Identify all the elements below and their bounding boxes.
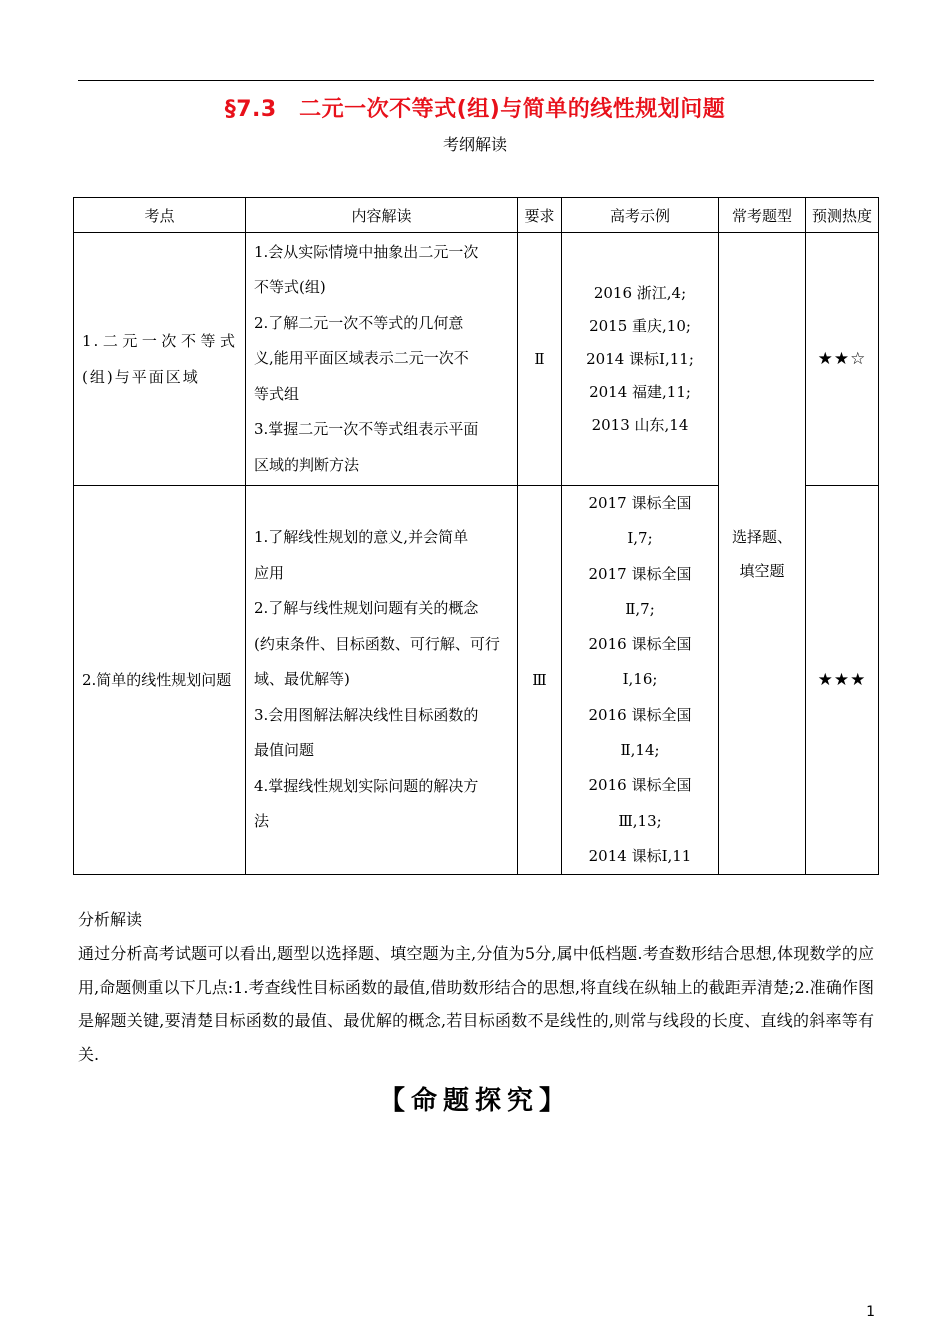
example-line: Ⅱ,7; <box>625 599 655 618</box>
header-requirement: 要求 <box>518 198 562 233</box>
header-question-type: 常考题型 <box>719 198 806 233</box>
example-line: 2013 山东,14 <box>591 415 689 434</box>
heat-rating: ★★☆ <box>806 233 879 486</box>
example-line: 2014 福建,11; <box>589 382 691 401</box>
analysis-heading: 分析解读 <box>78 910 143 929</box>
example-line: 2017 课标全国 <box>588 564 692 583</box>
header-content: 内容解读 <box>246 198 518 233</box>
content-line: 域、最优解等) <box>254 670 350 689</box>
question-type-cell <box>719 233 806 875</box>
content-line: 最值问题 <box>254 741 315 760</box>
content-cell <box>246 233 518 486</box>
example-line: Ⅰ,16; <box>622 670 658 689</box>
content-line: 4.掌握线性规划实际问题的解决方 <box>254 776 479 795</box>
page-subtitle: 考纲解读 <box>442 135 507 154</box>
example-line: 2014 课标Ⅰ,11 <box>588 846 692 865</box>
content-line: 1.了解线性规划的意义,并会简单 <box>254 528 469 547</box>
example-line: Ⅰ,7; <box>627 529 653 548</box>
page-title: §7.3 二元一次不等式(组)与简单的线性规划问题 <box>224 97 726 122</box>
content-line: 2.了解二元一次不等式的几何意 <box>254 313 464 332</box>
content-line: 法 <box>254 812 270 831</box>
content-line: 应用 <box>254 563 285 582</box>
content-cell <box>246 486 518 875</box>
example-line: 2016 课标全国 <box>588 776 692 795</box>
content-line: 义,能用平面区域表示二元一次不 <box>254 349 469 368</box>
content-line: (约束条件、目标函数、可行解、可行 <box>254 634 500 653</box>
header-examples: 高考示例 <box>562 198 719 233</box>
content-line: 不等式(组) <box>254 278 326 297</box>
content-line: 区域的判断方法 <box>254 455 360 474</box>
question-type-line: 选择题、 <box>731 527 792 546</box>
table-header-row <box>74 198 879 233</box>
example-line: 2016 浙江,4; <box>593 283 687 302</box>
example-line: 2014 课标Ⅰ,11; <box>586 349 694 368</box>
syllabus-table <box>73 197 879 875</box>
example-line: 2016 课标全国 <box>588 635 692 654</box>
content-line: 1.会从实际情境中抽象出二元一次 <box>254 242 479 261</box>
header-topic: 考点 <box>74 198 246 233</box>
section-banner: 【命题探究】 <box>378 1086 571 1116</box>
header-heat: 预测热度 <box>806 198 879 233</box>
content-line: 3.掌握二元一次不等式组表示平面 <box>254 420 479 439</box>
content-line: 3.会用图解法解决线性目标函数的 <box>254 705 479 724</box>
heat-rating: ★★★ <box>806 486 879 875</box>
examples-cell <box>562 486 719 875</box>
analysis-paragraph: 通过分析高考试题可以看出,题型以选择题、填空题为主,分值为5分,属中低档题.考查数形结合思想,体现数学的应用,命题侧重以下几点:1.考查线性目标函数的最值,借助数形结合的思想,将直线在纵轴上的截距弄清楚;2.准确作图是解题关键,要清楚目标函数的最值、最优解的概念,若目标函数不是线性的,则常与线段的长度、直线的斜率等有关. <box>78 944 874 1064</box>
page-number: 1 <box>866 1304 875 1320</box>
example-line: Ⅱ,14; <box>620 741 660 760</box>
requirement-cell: Ⅱ <box>518 233 562 486</box>
topic-cell: 1.二元一次不等式(组)与平面区域 <box>74 233 246 486</box>
example-line: Ⅲ,13; <box>618 811 662 830</box>
example-line: 2015 重庆,10; <box>589 316 691 335</box>
requirement-cell: Ⅲ <box>518 486 562 875</box>
content-line: 等式组 <box>254 384 300 403</box>
topic-cell: 2.简单的线性规划问题 <box>74 486 246 875</box>
example-line: 2017 课标全国 <box>588 494 692 512</box>
question-type-line: 填空题 <box>739 561 785 580</box>
examples-cell <box>562 233 719 486</box>
content-line: 2.了解与线性规划问题有关的概念 <box>254 599 479 618</box>
top-rule <box>78 80 874 81</box>
example-line: 2016 课标全国 <box>588 705 692 724</box>
table-row <box>74 233 879 486</box>
